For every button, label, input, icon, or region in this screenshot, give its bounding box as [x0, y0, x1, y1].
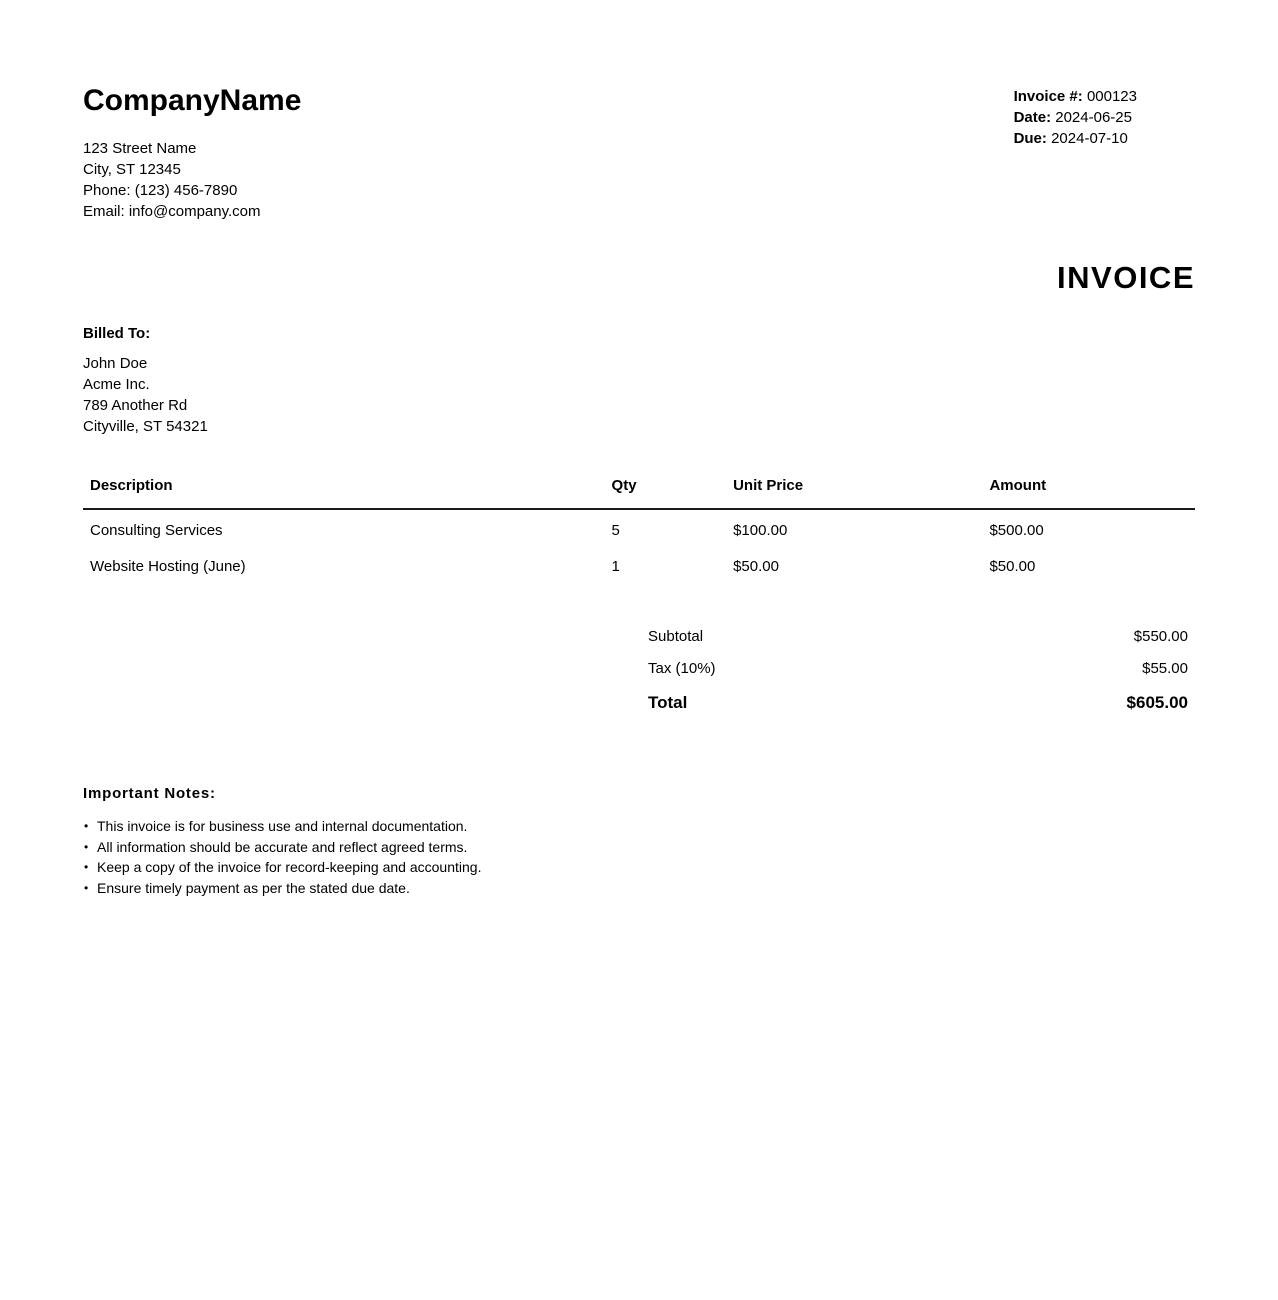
cell-amount: $500.00	[989, 522, 1044, 539]
company-email: Email: info@company.com	[83, 203, 261, 220]
invoice-date-value: 2024-06-25	[1055, 109, 1132, 126]
totals-block	[648, 626, 1195, 713]
subtotal-label: Subtotal	[648, 628, 704, 645]
cell-unit-price: $100.00	[733, 522, 788, 539]
total-value: $605.00	[1126, 693, 1188, 712]
cell-amount: $50.00	[989, 558, 1036, 575]
billed-to-city: Cityville, ST 54321	[83, 418, 208, 435]
subtotal-row	[648, 626, 1188, 647]
total-row	[648, 692, 1188, 713]
notes-heading: Important Notes:	[83, 785, 216, 802]
invoice-due-label: Due:	[1013, 130, 1047, 147]
billed-to-label: Billed To:	[83, 325, 151, 342]
line-items-table	[83, 471, 1195, 582]
invoice-meta	[1014, 86, 1137, 149]
invoice-due-row	[1014, 128, 1137, 149]
table-row	[83, 546, 1195, 582]
tax-label: Tax (10%)	[648, 660, 716, 677]
billed-to-company: Acme Inc.	[83, 376, 150, 393]
cell-qty: 1	[611, 558, 620, 575]
company-address-line: 123 Street Name	[83, 140, 197, 157]
header	[83, 86, 1195, 222]
invoice-number-label: Invoice #:	[1013, 88, 1083, 105]
cell-unit-price: $50.00	[733, 558, 779, 575]
invoice-date-row	[1014, 107, 1137, 128]
company-phone: Phone: (123) 456-7890	[83, 182, 238, 199]
note-item: • Keep a copy of the invoice for record-keeping and accounting.	[83, 857, 1195, 878]
billed-to-lines	[83, 353, 1195, 437]
table-row	[83, 509, 1195, 546]
tax-row	[648, 658, 1188, 679]
company-name: CompanyName	[83, 84, 302, 117]
company-block	[83, 86, 301, 222]
table-header-row	[83, 471, 1195, 509]
header-description: Description	[83, 471, 612, 509]
header-amount: Amount	[989, 471, 1195, 509]
invoice-due-value: 2024-07-10	[1051, 130, 1128, 147]
invoice-date-label: Date:	[1013, 109, 1052, 126]
page-title: INVOICE	[1057, 260, 1195, 295]
billed-to-street: 789 Another Rd	[83, 397, 188, 414]
invoice-number-value: 000123	[1086, 88, 1137, 105]
header-qty: Qty	[612, 471, 734, 509]
cell-qty: 5	[611, 522, 620, 539]
subtotal-value: $550.00	[1133, 628, 1188, 645]
notes-list	[83, 816, 1195, 898]
tax-value: $55.00	[1142, 660, 1188, 677]
billed-to-block	[83, 325, 1195, 437]
note-item: • This invoice is for business use and internal documentation.	[83, 816, 1195, 837]
invoice-number-row	[1014, 86, 1137, 107]
company-address	[83, 138, 301, 222]
cell-description: Consulting Services	[90, 522, 223, 539]
billed-to-name: John Doe	[83, 355, 148, 372]
total-label: Total	[648, 693, 688, 712]
note-item: • All information should be accurate and reflect agreed terms.	[83, 837, 1195, 858]
note-item: • Ensure timely payment as per the stated due date.	[83, 878, 1195, 899]
header-unit-price: Unit Price	[733, 471, 989, 509]
cell-description: Website Hosting (June)	[90, 558, 246, 575]
notes-block	[83, 785, 1195, 898]
company-address-line: City, ST 12345	[83, 161, 181, 178]
